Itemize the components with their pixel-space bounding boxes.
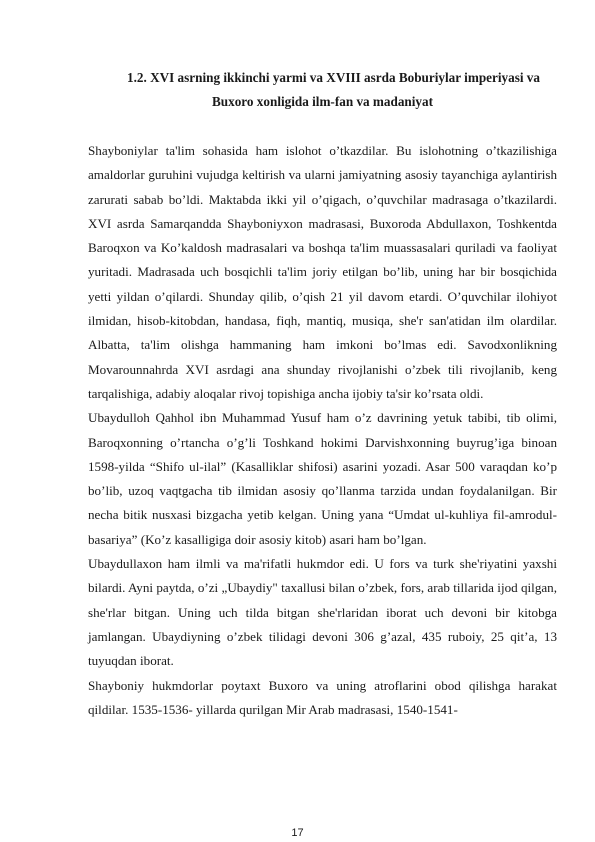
paragraph-3: Ubaydullaxon ham ilmli va ma'rifatli hukmdor edi. U fors va turk she'riyatini yaxshi bilardi. Ayni paytda, o’zi „Ubaydiy" taxallusi bilan o’zbek, fors, arab tillarida ijod qilgan, she'rlar bitgan. Uning uch tilda bitgan she'rlaridan iborat uch devoni bir kitobga jamlangan. Ubaydiyning o’zbek tilidagi devoni 306 g’azal, 435 ruboiy, 25 qit’a, 13 tuyuqdan iborat.: [88, 556, 557, 669]
section-heading-line-1: 1.2. XVI asrning ikkinchi yarmi va XVIII asrda Boburiylar imperiyasi va: [126, 70, 540, 85]
section-heading-line-2: Buxoro xonligida ilm-fan va madaniyat: [211, 94, 434, 109]
paragraph-2: Ubaydulloh Qahhol ibn Muhammad Yusuf ham o’z davrining yetuk tabibi, tib olimi, Baroqxonning o’rtancha o’g’li Toshkand hokimi Darvishxonning buyrug’iga binoan 1598-yilda “Shifo ul-ilal” (Kasalliklar shifosi) asarini yozadi. Asar 500 varaqdan ko’p bo’lib, uzoq vaqtgacha tib ilmidan asosiy qo’llanma tarzida undan foydalanilgan. Bir necha bitik nusxasi bizgacha yetib kelgan. Uning yana “Umdat ul-kuhliya fil-amrodul-basariya” (Ko’z kasalligiga doir asosiy kitob) asari ham bo’lgan.: [88, 410, 557, 547]
paragraph-1: Shayboniylar ta'lim sohasida ham islohot o’tkazdilar. Bu islohotning o’tkazilishiga amaldorlar guruhini vujudga keltirish va ularni jamiyatning asosiy tayanchiga aylantirish zarurati sabab bo’ldi. Maktabda ikki yil o’qigach, o’quvchilar madrasaga o’tkazilardi. XVI asrda Samarqandda Shayboniyxon madrasasi, Buxoroda Abdullaxon, Toshkentda Baroqxon va Ko’kaldosh madrasalari va boshqa ta'lim muassasalari quriladi va faoliyat yuritadi. Madrasada uch bosqichli ta'lim joriy etilgan bo’lib, uning har bir bosqichida yetti yildan o’qilardi. Shunday qilib, o’qish 21 yil davom etardi. O’quvchilar ilohiyot ilmidan, hisob-kitobdan, handasa, fiqh, mantiq, musiqa, she'r san'atidan ilm olardilar. Albatta, ta'lim olishga hammaning ham imkoni bo’lmas edi. Savodxonlikning Movarounnahrda XVI asrdagi ana shunday rivojlanishi o’zbek tili rivojlanib, keng tarqalishiga, adabiy aloqalar rivoj topishiga ancha ijobiy ta'sir ko’rsata oldi.: [88, 143, 557, 401]
body-text: [88, 139, 557, 722]
page-number: 17: [291, 827, 304, 839]
paragraph-4: Shayboniy hukmdorlar poytaxt Buxoro va uning atroflarini obod qilishga harakat qildilar. 1535-1536- yillarda qurilgan Mir Arab madrasasi, 1540-1541-: [88, 677, 557, 717]
section-heading: [88, 66, 557, 114]
